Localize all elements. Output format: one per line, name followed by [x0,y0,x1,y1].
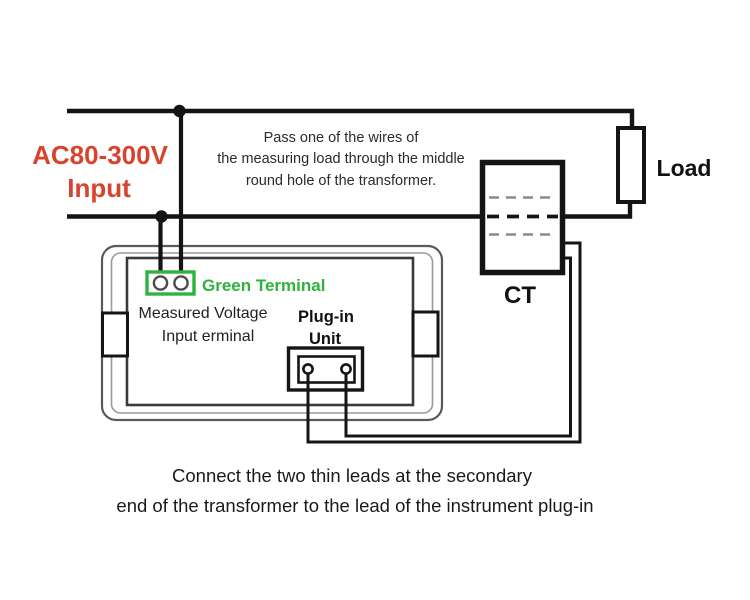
ct-label: CT [504,282,536,309]
measured-voltage-note-line1: Measured Voltage [138,305,268,322]
plugin-label-line2: Unit [308,330,342,348]
instruction-line2: the measuring load through the middle [217,151,465,167]
meter-mount-tab-right [413,312,438,356]
power-input-label-line2: Input [67,173,131,203]
plugin-pin-left [303,364,312,373]
instruction-line3: round hole of the transformer. [245,173,437,189]
junction-dot-bottom [155,210,167,222]
terminal-screw-left [154,276,167,289]
ac-wire-top [67,111,632,130]
plugin-label-line1: Plug-in [298,308,354,326]
meter-mount-tab-left [103,313,128,356]
caption-line1: Connect the two thin leads at the secondary [172,465,532,486]
power-input-label-line1: AC80-300V [32,140,168,170]
instruction-line1: Pass one of the wires of [263,130,419,146]
load-label: Load [656,155,712,181]
plugin-pin-right [341,364,350,373]
green-terminal-label: Green Terminal [202,276,326,295]
junction-dot-top [173,105,185,117]
caption-line2: end of the transformer to the lead of the instrument plug-in [116,495,594,516]
terminal-screw-right [174,276,187,289]
measured-voltage-note-line2: Input erminal [161,328,255,345]
load-resistor [618,128,644,202]
